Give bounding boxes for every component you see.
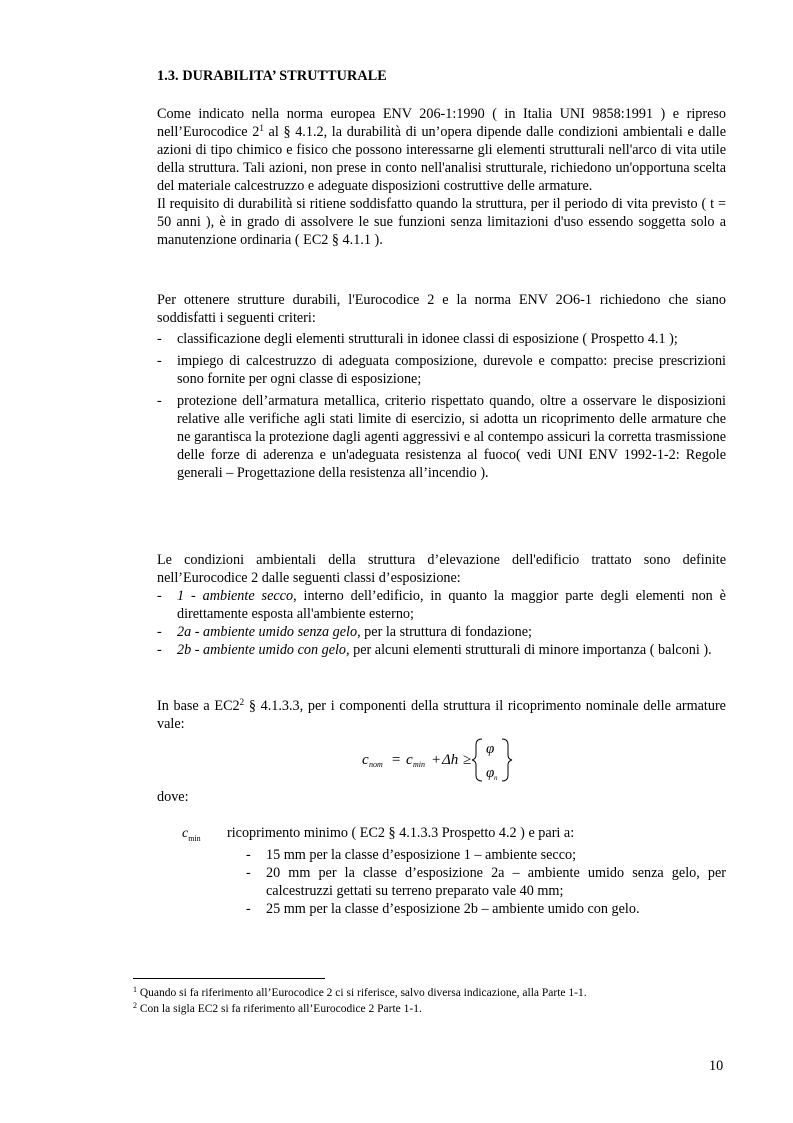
list-item: - 20 mm per la classe d’esposizione 2a – ambiente umido senza gelo, per calcestruzzi gettati su terreno preparato vale 40 mm; <box>246 865 726 899</box>
footnote-1: $^1$ Quando si fa riferimento all’Eurocodice 2 ci si riferisce, salvo diversa indicazione, alla Parte 1-1. <box>133 985 587 999</box>
list-item: - 25 mm per la classe d’esposizione 2b – ambiente umido con gelo. <box>246 901 640 917</box>
formula-plus: + <box>431 752 442 768</box>
formula-equals: = <box>391 752 402 768</box>
formula-phi: φ <box>486 741 495 757</box>
list-item: - 2a - ambiente umido senza gelo, per la struttura di fondazione; <box>157 624 532 640</box>
footnote-divider <box>133 978 325 979</box>
list-item: - impiego di calcestruzzo di adeguata composizione, durevole e compatto: precise prescrizioni sono fornite per ogni classe di esposizione; <box>157 353 726 387</box>
list-item: - 2b - ambiente umido con gelo, per alcuni elementi strutturali di minore importanza ( balconi ). <box>157 642 712 658</box>
footnote-ref-2: 2 <box>239 697 245 707</box>
formula-c-min: c <box>406 752 413 768</box>
criteria-lead: Per ottenere strutture durabili, l'Eurocodice 2 e la norma ENV 2O6-1 richiedono che siano soddisfatti i seguenti criteri: <box>157 292 726 326</box>
list-item: - classificazione degli elementi strutturali in idonee classi di esposizione ( Prospetto 4.1 ); <box>157 331 678 347</box>
intro-paragraph-2: Il requisito di durabilità si ritiene soddisfatto quando la struttura, per il periodo di vita previsto ( t = 50 anni ), è in grado di assolvere le sue funzioni senza limitazioni d'uso essendo soggetta solo a manutenzione ordinaria ( EC2 § 4.1.1 ). <box>157 196 726 248</box>
intro-block <box>157 105 726 249</box>
cmin-description: ricoprimento minimo ( EC2 § 4.1.3.3 Prospetto 4.2 ) e pari a: <box>227 825 575 841</box>
formula-delta-h: Δh <box>442 752 459 768</box>
list-item: - protezione dell’armatura metallica, criterio rispettato quando, oltre a osservare le disposizioni relative alle verifiche agli stati limite di esercizio, si adotta un ricoprimento delle armature che ne garantisca la protezione dagli agenti aggressivi e al contempo assicuri la corretta trasmissione delle forze di aderenza e un'adeguata resistenza al fuoco( vedi UNI ENV 1992-1-2: Regole generali – Progettazione della resistenza all’incendio ). <box>157 393 726 481</box>
criteria-block <box>157 291 726 486</box>
formula-min-sub: min <box>413 760 425 769</box>
footnote-ref-1: 1 <box>259 123 264 133</box>
environment-lead: Le condizioni ambientali della struttura d’elevazione dell'edificio trattato sono definite nell’Eurocodice 2 dalle seguenti classi d’esposizione: <box>157 552 726 586</box>
formula-c-nom: c <box>362 752 369 768</box>
list-item: - 15 mm per la classe d’esposizione 1 – ambiente secco; <box>246 847 577 863</box>
criteria-list <box>157 330 726 482</box>
cmin-list <box>246 846 726 918</box>
formula-left-brace <box>472 739 482 781</box>
environment-block <box>157 551 726 659</box>
page-number: 10 <box>709 1058 724 1074</box>
environment-list <box>157 587 726 659</box>
intro-paragraph-1: Come indicato nella norma europea ENV 206-1:1990 ( in Italia UNI 9858:1991 ) e ripreso nell’Eurocodice $2^1$ al § 4.1.2, la durabilità di un’opera dipende dalle condizioni ambientali e dalle azioni di tipo chimico e fisico che possono interessarne gli elementi strutturali nell'arco di vita utile della struttura. Tali azioni, non prese in conto nell'analisi strutturale, richiedono un'opportuna scelta del materiale calcestruzzo e adeguate disposizioni costruttive delle armature. <box>157 106 727 194</box>
formula-right-brace <box>502 739 512 781</box>
list-item: - 1 - ambiente secco, interno dell’edificio, in quanto la maggior parte degli elementi non è direttamente esposta all'ambiente esterno; <box>157 588 726 622</box>
cmin-symbol: $c_{min}$ <box>182 826 201 843</box>
cover-formula <box>360 735 520 785</box>
formula-n-sub: n <box>494 774 498 782</box>
section-title: 1.3. DURABILITA’ STRUTTURALE <box>157 68 387 84</box>
formula-nom-sub: nom <box>369 760 383 769</box>
footnote-2: $^2$ Con la sigla EC2 si fa riferimento all’Eurocodice 2 Parte 1-1. <box>133 1001 422 1015</box>
formula-phi-n: φ <box>486 765 495 781</box>
formula-geq: ≥ <box>463 752 472 768</box>
cover-lead: In base a $EC2^2$ § 4.1.3.3, per i componenti della struttura il ricoprimento nominale delle armature vale: <box>157 697 726 732</box>
cover-lead-block <box>157 697 726 733</box>
dove-line: dove: <box>157 789 189 805</box>
